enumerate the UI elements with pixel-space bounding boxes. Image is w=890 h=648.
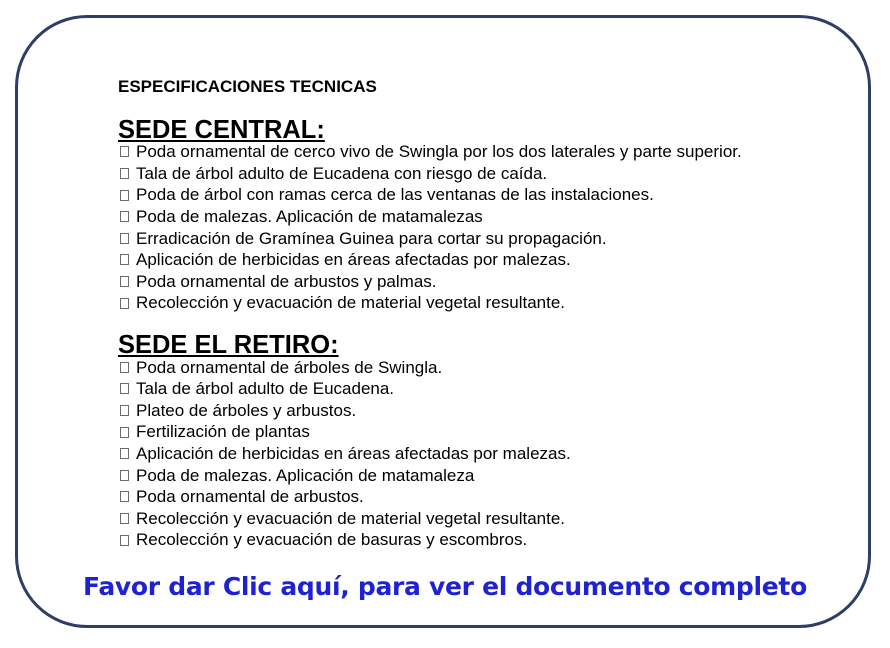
section-sede-central [118,115,838,314]
list-item: Poda ornamental de arbustos. [118,486,838,508]
list-item: Recolección y evacuación de basuras y escombros. [118,529,838,551]
list-item: Erradicación de Gramínea Guinea para cortar su propagación. [118,228,838,250]
checkbox-bullet-icon [120,448,129,459]
list-item: Poda de malezas. Aplicación de matamaleza [118,465,838,487]
checkbox-bullet-icon [120,491,129,502]
list-item: Poda de malezas. Aplicación de matamalezas [118,206,838,228]
list-item: Poda de árbol con ramas cerca de las ventanas de las instalaciones. [118,184,838,206]
list-item: Tala de árbol adulto de Eucadena con riesgo de caída. [118,163,838,185]
list-item: Tala de árbol adulto de Eucadena. [118,378,838,400]
checkbox-bullet-icon [120,298,129,309]
checkbox-bullet-icon [120,276,129,287]
list-item: Poda ornamental de cerco vivo de Swingla por los dos laterales y parte superior. [118,141,838,163]
list-item: Plateo de árboles y arbustos. [118,400,838,422]
checkbox-bullet-icon [120,146,129,157]
list-item: Recolección y evacuación de material vegetal resultante. [118,292,838,314]
checkbox-bullet-icon [120,513,129,524]
section-heading: SEDE EL RETIRO: [118,330,339,359]
checkbox-bullet-icon [120,383,129,394]
checkbox-bullet-icon [120,427,129,438]
view-full-document-link[interactable]: Favor dar Clic aquí, para ver el documento completo [83,572,807,601]
checkbox-bullet-icon [120,535,129,546]
document-title: ESPECIFICACIONES TECNICAS [118,77,377,96]
section-heading: SEDE CENTRAL: [118,115,325,144]
list-item: Poda ornamental de arbustos y palmas. [118,271,838,293]
checkbox-bullet-icon [120,254,129,265]
checkbox-bullet-icon [120,405,129,416]
document-excerpt [118,76,838,551]
checkbox-bullet-icon [120,470,129,481]
checkbox-bullet-icon [120,362,129,373]
section-sede-el-retiro [118,330,838,551]
checkbox-bullet-icon [120,190,129,201]
checkbox-bullet-icon [120,168,129,179]
checkbox-bullet-icon [120,233,129,244]
list-item: Fertilización de plantas [118,421,838,443]
list-item: Aplicación de herbicidas en áreas afectadas por malezas. [118,443,838,465]
list-item: Recolección y evacuación de material vegetal resultante. [118,508,838,530]
list-item: Poda ornamental de árboles de Swingla. [118,357,838,379]
spec-list [118,141,838,314]
spec-list [118,357,838,551]
list-item: Aplicación de herbicidas en áreas afectadas por malezas. [118,249,838,271]
checkbox-bullet-icon [120,211,129,222]
